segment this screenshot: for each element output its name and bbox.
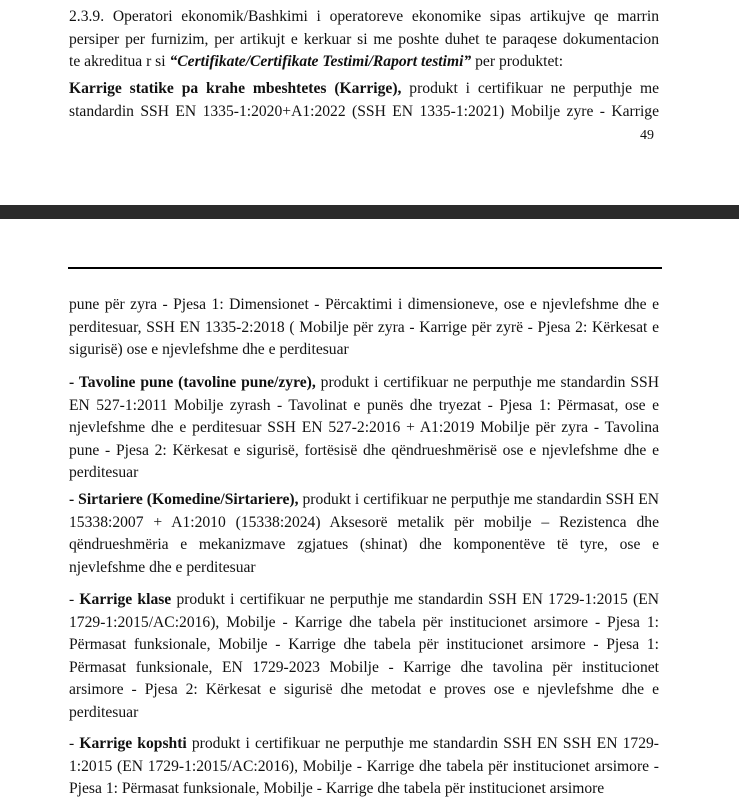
item-karrige-kopshti bbox=[69, 733, 659, 801]
item-karrige-klase bbox=[69, 589, 659, 724]
item-karrige-statike-continued bbox=[69, 294, 659, 362]
page-break bbox=[0, 205, 739, 219]
item-karrige-klase-dash: - bbox=[69, 591, 80, 608]
item-tavoline-title: - Tavoline pune (tavoline pune/zyre), bbox=[69, 374, 316, 391]
section-intro bbox=[69, 6, 659, 74]
item-karrige-kopshti-text: produkt i certifikuar ne perputhje me standardin SSH EN SSH EN 1729-1:2015 (EN 1729-1:2015/AC:2016), Mobilje - Karrige dhe tabela për institucionet arsimore - Pjesa 1: Përmasat funksionale, Mobilje - Karrige dhe tabela për institucionet arsimore bbox=[69, 735, 659, 797]
item-karrige-statike-line1: produkt i certifikuar ne perputhje me bbox=[401, 80, 660, 97]
item-karrige-statike-continued-text: pune për zyra - Pjesa 1: Dimensionet - Përcaktimi i dimensioneve, ose e njevlefshme dhe e perditesuar, SSH EN 1335-2:2018 ( Mobilje për zyra - Karrige për zyrë - Pjesa 2: Kërkesat e sigurisë) ose e njevlefshme dhe e perditesuar bbox=[69, 296, 659, 358]
page-number: 49 bbox=[640, 128, 654, 143]
section-intro-line2: persiper per furnizim, per artikujt e kerkuar si me poshte duhet te paraqese dokumentacion bbox=[69, 30, 659, 48]
section-number: 2.3.9. bbox=[69, 8, 105, 25]
section-intro-line3-prefix: te akreditua r si bbox=[69, 53, 170, 70]
section-intro-line3-suffix: per produktet: bbox=[471, 53, 564, 70]
item-tavoline bbox=[69, 372, 659, 485]
item-sirtariere bbox=[69, 489, 659, 579]
item-karrige-klase-title: Karrige klase bbox=[79, 591, 172, 608]
item-karrige-klase-text: produkt i certifikuar ne perputhje me standardin SSH EN 1729-1:2015 (EN 1729-1:2015/AC:2016), Mobilje - Karrige dhe tabela për institucionet arsimore - Pjesa 1: Përmasat funksionale, Mobilje - Karrige dhe tabela për institucionet arsimore - Pjesa 1: Përmasat funksionale, EN 1729-2023 Mobilje - Karrige dhe tavolina për institucionet arsimore - Pjesa 2: Kërkesat e sigurisë dhe metodat e proves ose e njevlefshme dhe e perditesuar bbox=[69, 591, 659, 721]
header-rule bbox=[68, 267, 662, 269]
item-sirtariere-text: produkt i certifikuar ne perputhje me standardin SSH EN 15338:2007 + A1:2010 (15338:2024) Aksesorë metalik për mobilje – Rezistenca dhe qëndrueshmëria e mekanizmave zgjatues (shinat) dhe komponentëve të tyre, ose e njevlefshme dhe e perditesuar bbox=[69, 491, 659, 576]
item-sirtariere-title: - Sirtariere (Komedine/Sirtariere), bbox=[69, 491, 299, 508]
item-karrige-statike-line2: standardin SSH EN 1335-1:2020+A1:2022 (SSH EN 1335-1:2021) Mobilje zyre - Karrige bbox=[69, 102, 659, 120]
item-tavoline-text: produkt i certifikuar ne perputhje me standardin SSH EN 527-1:2011 Mobilje zyrash - Tavolinat e punës dhe tryezat - Pjesa 1: Përmasat, ose e njevlefshme dhe e perditesuar SSH EN 527-2:2016 + A1:2019 Mobilje për zyra - Tavolina pune - Pjesa 2: Kërkesat e sigurisë, fortësisë dhe qëndrueshmërisë ose e njevlefshme dhe e perditesuar bbox=[69, 374, 659, 481]
item-karrige-statike bbox=[69, 78, 659, 123]
item-karrige-statike-title: Karrige statike pa krahe mbeshtetes (Karrige), bbox=[69, 80, 402, 97]
certificate-types: “Certifikate/Certifikate Testimi/Raport testimi” bbox=[169, 53, 472, 70]
item-karrige-kopshti-title: Karrige kopshti bbox=[79, 735, 187, 752]
item-karrige-kopshti-dash: - bbox=[69, 735, 80, 752]
section-intro-line1: Operatori ekonomik/Bashkimi i operatoreve ekonomike sipas artikujve qe marrin bbox=[104, 8, 659, 25]
